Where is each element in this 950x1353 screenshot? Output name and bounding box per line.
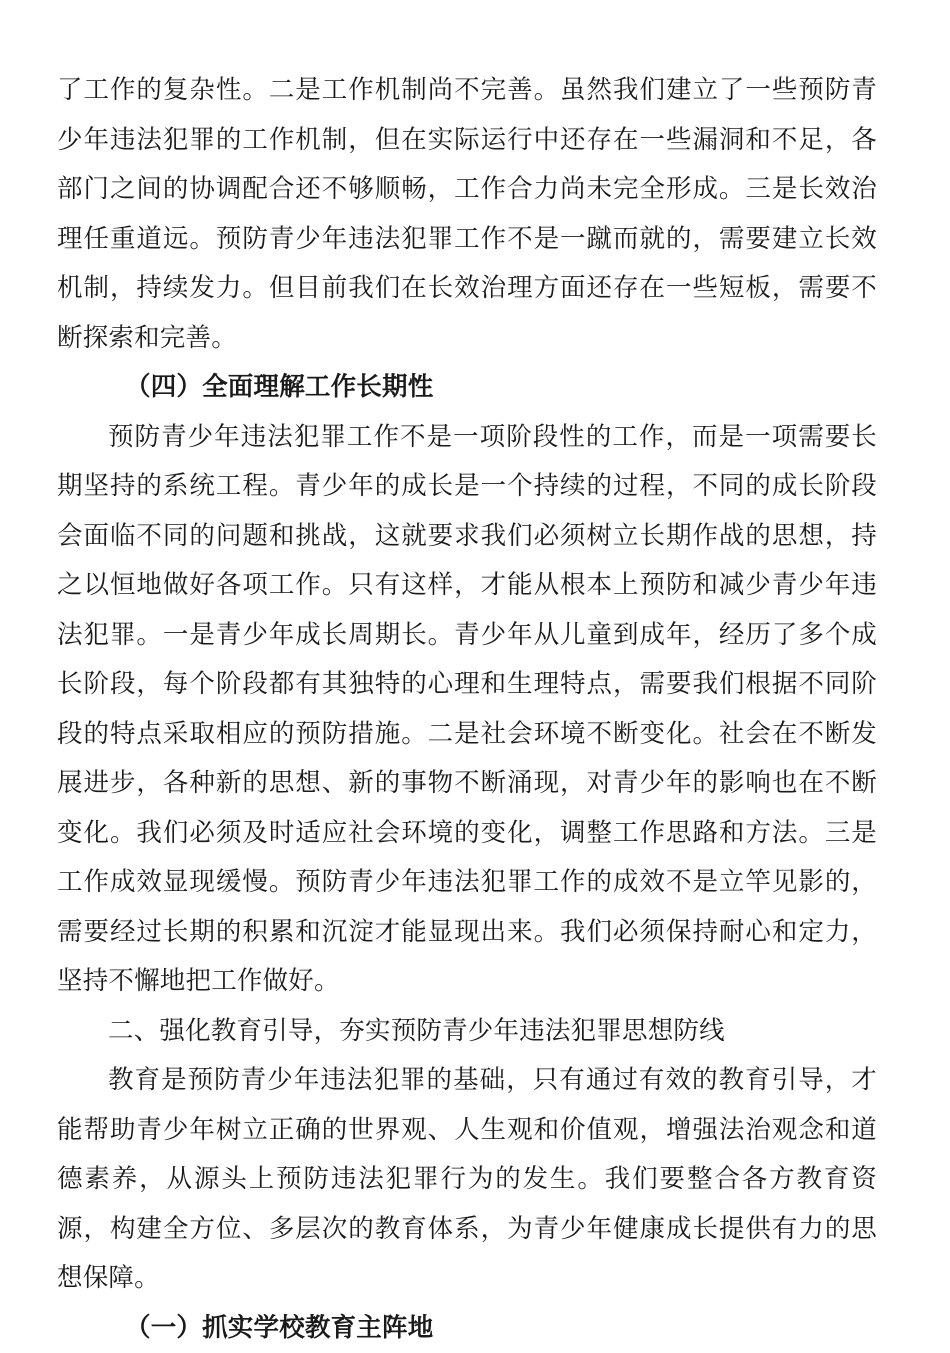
section-title-education: 二、强化教育引导，夯实预防青少年违法犯罪思想防线 — [57, 1007, 877, 1057]
subheading-school-education: （一）抓实学校教育主阵地 — [57, 1304, 877, 1353]
document-page — [57, 66, 877, 1353]
paragraph-continued: 了工作的复杂性。二是工作机制尚不完善。虽然我们建立了一些预防青少年违法犯罪的工作机制，但在实际运行中还存在一些漏洞和不足，各部门之间的协调配合还不够顺畅，工作合力尚未完全形成。三是长效治理任重道远。预防青少年违法犯罪工作不是一蹴而就的，需要建立长效机制，持续发力。但目前我们在长效治理方面还存在一些短板，需要不断探索和完善。 — [57, 66, 877, 363]
subheading-long-term: （四）全面理解工作长期性 — [57, 363, 877, 413]
paragraph-education: 教育是预防青少年违法犯罪的基础，只有通过有效的教育引导，才能帮助青少年树立正确的世界观、人生观和价值观，增强法治观念和道德素养，从源头上预防违法犯罪行为的发生。我们要整合各方教育资源，构建全方位、多层次的教育体系，为青少年健康成长提供有力的思想保障。 — [57, 1056, 877, 1304]
paragraph-long-term: 预防青少年违法犯罪工作不是一项阶段性的工作，而是一项需要长期坚持的系统工程。青少年的成长是一个持续的过程，不同的成长阶段会面临不同的问题和挑战，这就要求我们必须树立长期作战的思想，持之以恒地做好各项工作。只有这样，才能从根本上预防和减少青少年违法犯罪。一是青少年成长周期长。青少年从儿童到成年，经历了多个成长阶段，每个阶段都有其独特的心理和生理特点，需要我们根据不同阶段的特点采取相应的预防措施。二是社会环境不断变化。社会在不断发展进步，各种新的思想、新的事物不断涌现，对青少年的影响也在不断变化。我们必须及时适应社会环境的变化，调整工作思路和方法。三是工作成效显现缓慢。预防青少年违法犯罪工作的成效不是立竿见影的，需要经过长期的积累和沉淀才能显现出来。我们必须保持耐心和定力，坚持不懈地把工作做好。 — [57, 413, 877, 1007]
